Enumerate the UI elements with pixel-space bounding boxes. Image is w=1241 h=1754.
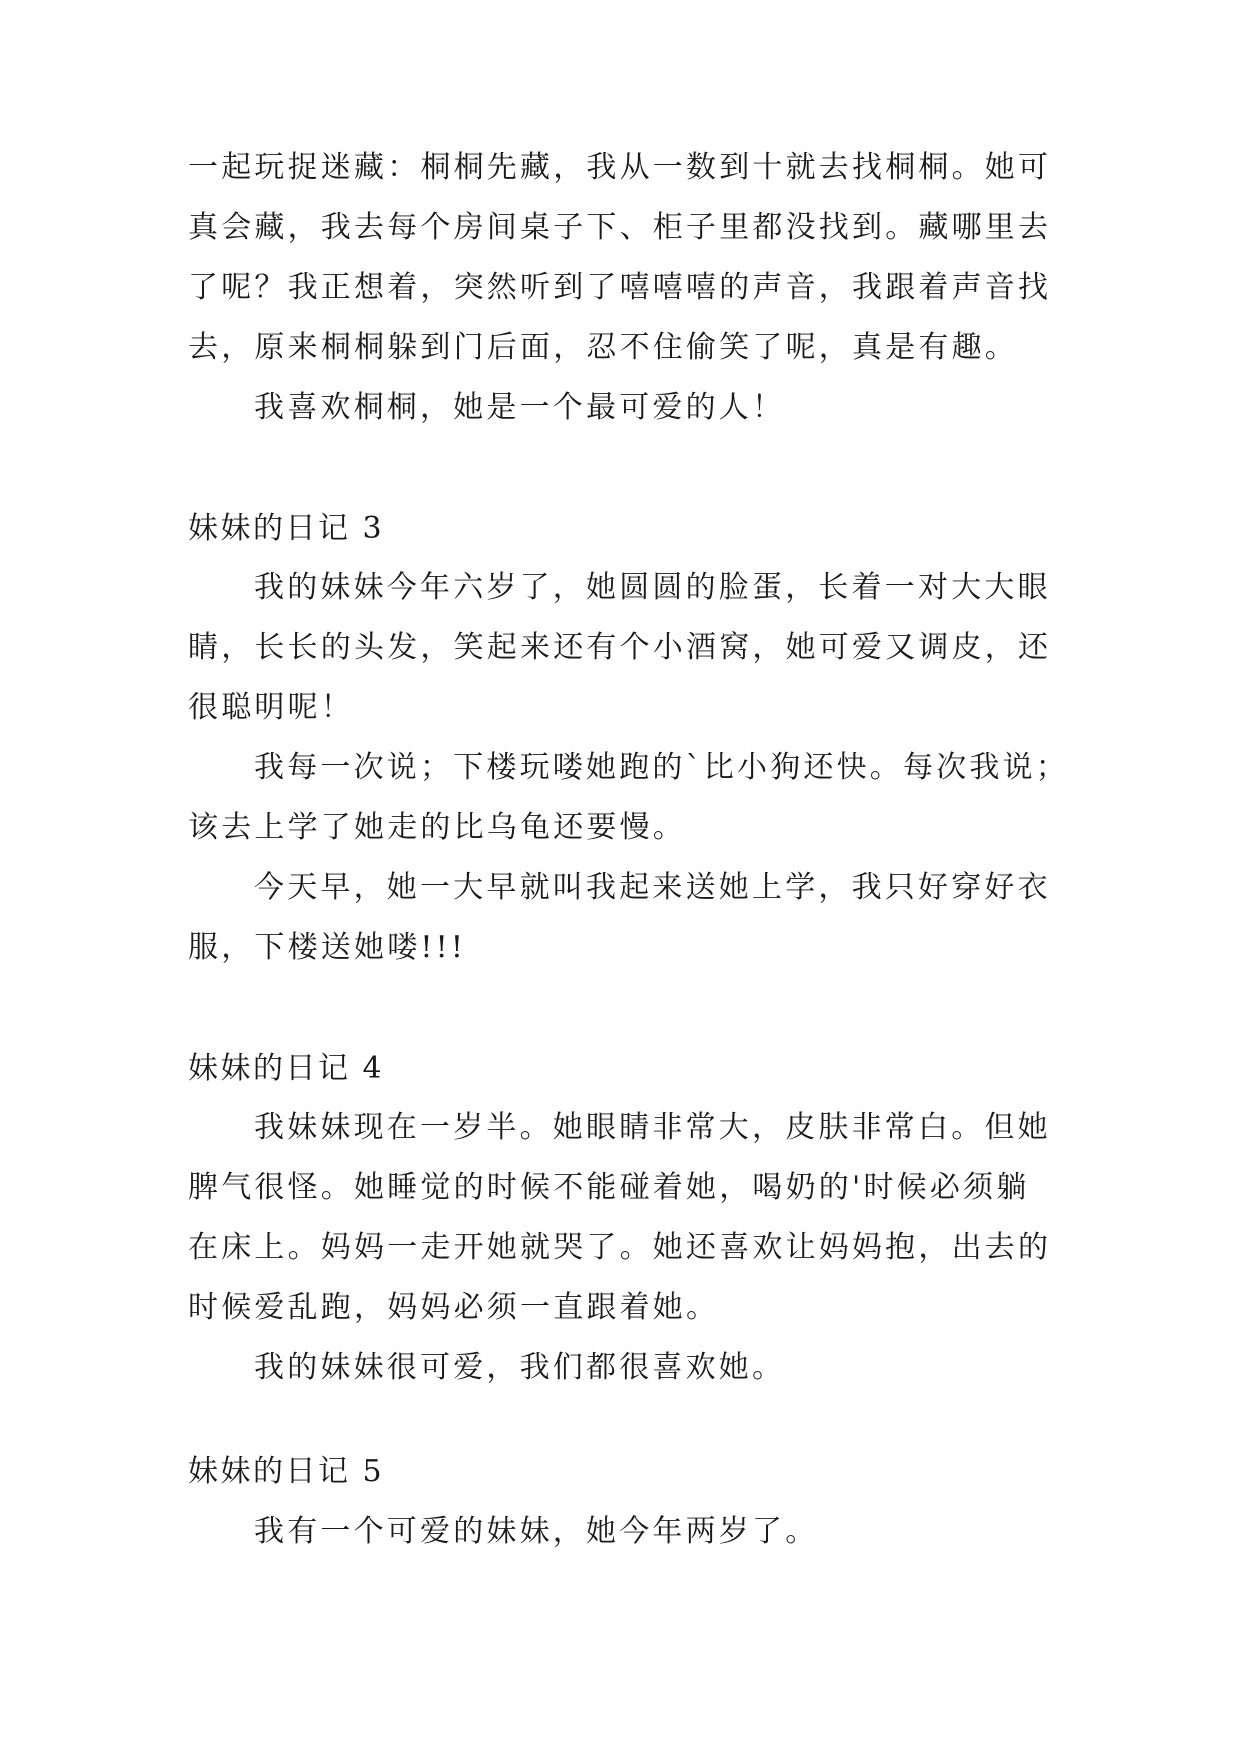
- paragraph-line: 我有一个可爱的妹妹，她今年两岁了。: [254, 1514, 819, 1549]
- paragraph-line: 该去上学了她走的比乌龟还要慢。: [188, 810, 686, 845]
- section-title: 妹妹的日记 3: [188, 511, 385, 546]
- paragraph-line: 了呢？我正想着，突然听到了嘻嘻嘻的声音，我跟着声音找: [188, 270, 1052, 305]
- paragraph-line: 在床上。妈妈一走开她就哭了。她还喜欢让妈妈抱，出去的: [188, 1230, 1052, 1265]
- paragraph-line: 一起玩捉迷藏：桐桐先藏，我从一数到十就去找桐桐。她可: [188, 150, 1052, 185]
- paragraph-line: 去，原来桐桐躲到门后面，忍不住偷笑了呢，真是有趣。: [188, 330, 1018, 365]
- paragraph-line: 很聪明呢！: [188, 690, 354, 725]
- paragraph-line: 服，下楼送她喽!!!: [188, 930, 467, 965]
- paragraph-line: 我的妹妹很可爱，我们都很喜欢她。: [254, 1350, 786, 1385]
- paragraph-line: 我喜欢桐桐，她是一个最可爱的人！: [254, 390, 786, 425]
- paragraph-line: 时候爱乱跑，妈妈必须一直跟着她。: [188, 1290, 720, 1325]
- paragraph-line: 我妹妹现在一岁半。她眼睛非常大，皮肤非常白。但她: [254, 1110, 1051, 1145]
- paragraph-line: 我每一次说；下楼玩喽她跑的`比小狗还快。每次我说；: [254, 750, 1069, 785]
- section-title: 妹妹的日记 5: [188, 1454, 385, 1489]
- paragraph-line: 睛，长长的头发，笑起来还有个小酒窝，她可爱又调皮，还: [188, 630, 1052, 665]
- paragraph-line: 今天早，她一大早就叫我起来送她上学，我只好穿好衣: [254, 870, 1051, 905]
- paragraph-line: 脾气很怪。她睡觉的时候不能碰着她，喝奶的'时候必须躺: [188, 1170, 1030, 1205]
- paragraph-line: 我的妹妹今年六岁了，她圆圆的脸蛋，长着一对大大眼: [254, 570, 1051, 605]
- paragraph-line: 真会藏，我去每个房间桌子下、柜子里都没找到。藏哪里去: [188, 210, 1052, 245]
- section-title: 妹妹的日记 4: [188, 1051, 385, 1086]
